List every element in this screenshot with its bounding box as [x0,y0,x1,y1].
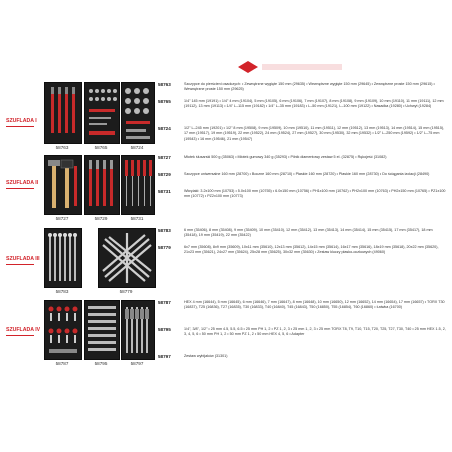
entry-code: 58795 [158,327,171,332]
entry-text: Młotek ślusarski 500 g (35063) • Młotek gumowy 340 g (35293) • Pilnik diamentowy zestaw 5 el. (32875) • Rękojeść (31082) [184,155,387,159]
entry-code: 58729 [158,172,171,177]
entry-58797 [158,354,448,362]
entry-58724 [158,126,448,154]
tray-punches [121,300,155,360]
section-label-4: SZUFLADA IV [6,327,41,333]
tray-half-inch-sockets [121,82,155,144]
entry-58763 [158,82,448,98]
entry-code: 58763 [158,82,171,87]
entry-text: 1/2" L–245 mm (19201) • 1/2" 8 mm (19508), 9 mm (19509), 10 mm (19510), 11 mm (19511), 12 mm (19512), 13 mm (19513), 14 mm (19514), 15 mm (19515), 17 mm (19517), 19 mm (19519), 22 mm (19522), 24 mm (19524), 27 mm (19527), 30 mm (19530), 32 mm (19532) • 1/2" L–250 mm (19592) • 1/2" L–75 mm (19543) • 16 mm (19546), 21 mm (19547) [184,126,445,141]
entry-code: 58787 [158,300,171,305]
section-label-3: SZUFLADA III [6,256,40,262]
tray-hammers [44,155,82,215]
entry-text: 1/4", 3/8", 1/2" • 25 mm 4.5, 5.5, 6.5 • 25 mm PH 1, 2 • PZ 1, 2, 3 • 25 mm 1, 2, 3 • 25 mm TORX T8, T9, T10, T15, T20, T25, T27, T30, T40 • 25 mm HEX 1.5, 2, 3, 4, 5, 6 • 50 mm PH 1, 2 • 50 mm PZ 1, 2 • 50 mm HEX 4, 5, 6 • Adapter [184,327,446,337]
entry-code: 58779 [158,245,171,250]
entry-code: 58731 [158,189,171,194]
tray-code: 58763 [55,145,69,150]
tray-open-end-wrenches [98,228,156,288]
section-label-2: SZUFLADA II [6,180,39,186]
entry-code: 58727 [158,155,171,160]
entry-text: Szczypce do pierścieni osadczych: • Zewnętrzne wygięte 150 mm (29635) • Wewnętrzne wygięte 150 mm (29645) • Zewnętrzne proste 150 mm (29615) • Wewnętrzne proste 150 mm (29625) [184,82,435,92]
tray-bit-sockets [44,300,82,360]
tray-code: 58765 [94,145,108,150]
entry-code: 58724 [158,126,171,131]
entry-58787 [158,300,448,326]
entry-58795 [158,327,448,353]
entry-text: HEX 4 mm (16644), 5 mm (16645), 6 mm (16646), 7 mm (16647), 8 mm (16648), 10 mm (16650), 12 mm (16652), 14 mm (16654), 17 mm (16657) • TORX T30 (16837), T25 (16836), T27 (16835), T30 (16833), T40 (16840), T45 (16843), T50 (16850), T55 (16854), T60 (16860) • Łatwka (16700) [184,300,445,310]
entry-code: 58783 [158,228,171,233]
tray-pliers [44,82,82,144]
tray-combination-wrenches [44,228,82,288]
section-divider [6,335,34,336]
tray-quarter-inch-sockets [84,82,120,144]
entry-58783 [158,228,448,244]
brand-logo [236,58,346,76]
tray-screwdrivers [121,155,155,215]
entry-text: 6 mm (35406), 8 mm (35408), 9 mm (35409), 10 mm (35410), 12 mm (35412), 13 mm (35413), 14 mm (35414), 15 mm (35415), 17 mm (35417), 18 mm (35418), 19 mm (35419), 22 mm (35422) [184,228,433,238]
entry-text: Zestaw wybijaków (31301) [184,354,228,358]
entry-text: Wkrętaki: 3.2x100 mm (10753) • 5.0x100 mm (10755) • 6.0x150 mm (10756) • PH1x100 mm (10762) • PH2x100 mm (10763) • PH2x150 mm (10765) • PZ1x100 mm (10772) • PZ2x100 mm (10773) [184,189,446,199]
entry-58779 [158,245,448,271]
tray-code: 58783 [55,289,69,294]
entry-58727 [158,155,448,171]
tray-code: 58797 [130,361,144,366]
entry-58765 [158,99,448,125]
tray-code: 58727 [55,216,69,221]
tray-screwdriver-bits [84,300,120,360]
tray-code: 58795 [94,361,108,366]
tray-code: 58724 [130,145,144,150]
tray-code: 58729 [94,216,108,221]
entry-58729 [158,172,448,188]
section-divider [6,126,34,127]
entry-text: 6x7 mm (35608), 8x9 mm (35609), 10x11 mm (35610), 12x13 mm (35612), 14x15 mm (35614), 16x17 mm (35616), 18x19 mm (35618), 20x22 mm (35620), 21x23 mm (35621), 24x27 mm (35624), 25x28 mm (35625), 30x32 mm (35630) • Zestaw kluczy płasko-oczkowych (49060) [184,245,439,255]
section-divider [6,188,34,189]
entry-58731 [158,189,448,211]
tray-code: 58787 [55,361,69,366]
entry-text: Szczypce uniwersalne 160 mm (28700) • Boczne 160 mm (28710) • Płaskie 160 mm (28720) • Płaskie 160 mm (28730) • Do ściągania izolacji (28490) [184,172,430,176]
tray-code: 58779 [119,289,133,294]
tray-pliers-set [84,155,120,215]
entry-text: 1/4" 145 mm (19191) • 1/4" 4 mm (19104), 5 mm (19105), 6 mm (19106), 7 mm (19107), 8 mm (19108), 9 mm (19109), 10 mm (19110), 11 mm (19111), 12 mm (19112), 13 mm (19113) • 1/4" L–115 mm (19182) • 1/4" L–35 mm (19183) • L–50 mm (19121), L–100 mm (19122) • Nasadka (19280) • Uchwyt (19284) [184,99,444,109]
entry-code: 58765 [158,99,171,104]
entry-code: 58797 [158,354,171,359]
tray-code: 58731 [130,216,144,221]
section-label-1: SZUFLADA I [6,118,37,124]
section-divider [6,264,34,265]
